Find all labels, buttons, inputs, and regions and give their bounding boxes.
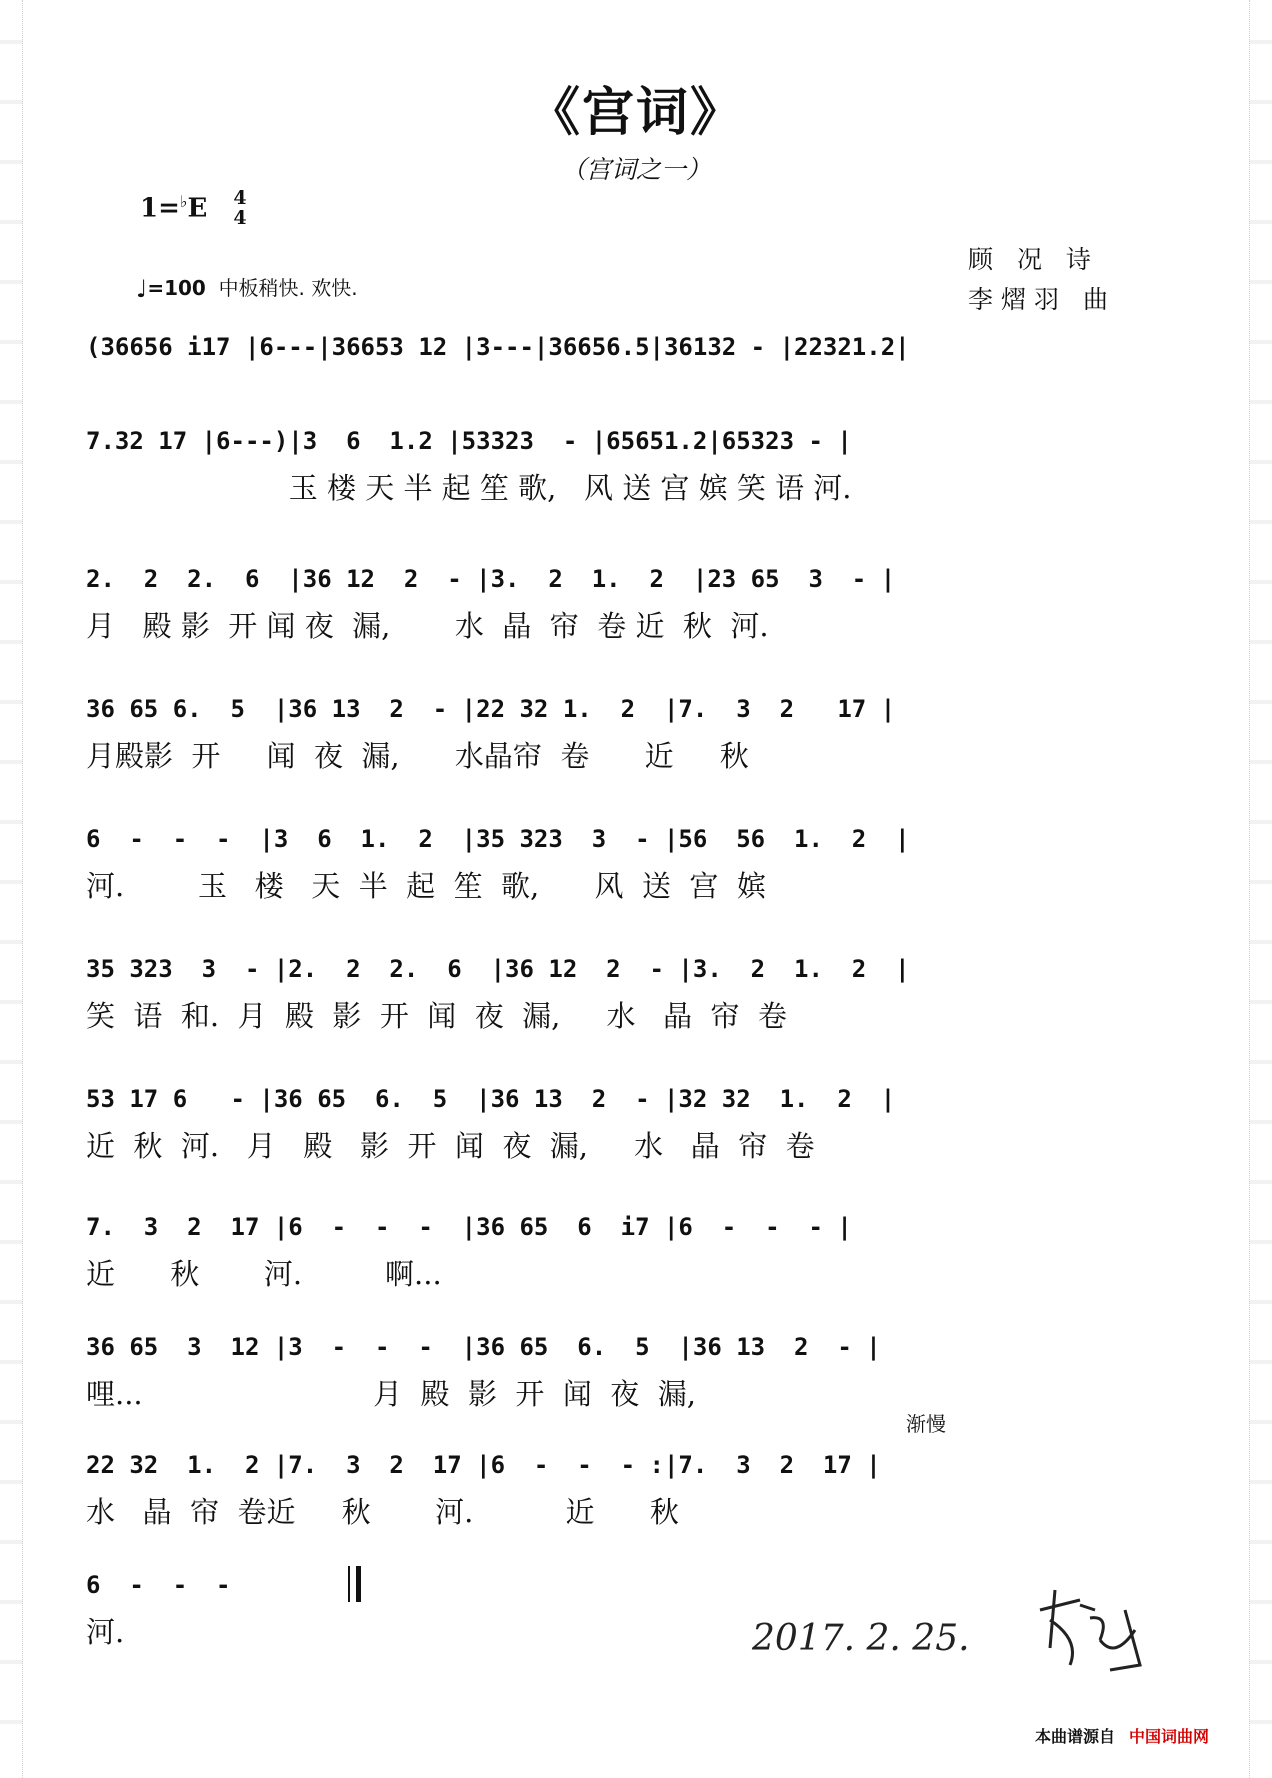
song-title: 《宫词》	[527, 82, 744, 143]
final-barline	[348, 1566, 361, 1602]
time-signature	[228, 188, 252, 228]
song-subtitle: （宫词之一）	[560, 155, 711, 184]
time-signature-bottom: 4	[233, 207, 247, 229]
footer-source-label: 本曲谱源自	[1035, 1727, 1116, 1746]
left-watermark-strip	[0, 0, 23, 1778]
score-system-10	[86, 1446, 1151, 1534]
notation-line: 35 323 3 - |2. 2 2. 6 |36 12 2 - |3. 2 1. 2 |	[86, 955, 910, 983]
notation-line: 36 65 6. 5 |36 13 2 - |22 32 1. 2 |7. 3 2 17 |	[86, 695, 896, 723]
score-system-2	[86, 422, 1151, 510]
score-system-6	[86, 950, 1151, 1038]
score-system-8	[86, 1208, 1151, 1296]
ritardando-mark: 渐慢	[906, 1412, 946, 1436]
notation-line: 7. 3 2 17 |6 - - - |36 65 6 i7 |6 - - - |	[86, 1213, 852, 1241]
lyrics-line: 水 晶 帘 卷近 秋 河. 近 秋	[86, 1495, 679, 1529]
lyrics-line: 笑 语 和. 月 殿 影 开 闻 夜 漏, 水 晶 帘 卷	[86, 999, 787, 1033]
notation-line: 7.32 17 |6---)|3 6 1.2 |53323 - |65651.2|65323 - |	[86, 427, 852, 455]
notation-line: 6 - - -	[86, 1571, 231, 1599]
score-system-4	[86, 690, 1151, 778]
quarter-note-icon: ♩	[136, 275, 148, 303]
handwritten-signature	[750, 1570, 1150, 1680]
lyrics-line: 玉 楼 天 半 起 笙 歌, 风 送 宫 嫔 笑 语 河.	[86, 471, 852, 505]
notation-line: 53 17 6 - |36 65 6. 5 |36 13 2 - |32 32 1. 2 |	[86, 1085, 896, 1113]
right-watermark-strip	[1249, 0, 1272, 1778]
lyrics-line: 月 殿 影 开 闻 夜 漏, 水 晶 帘 卷 近 秋 河.	[86, 609, 769, 643]
signature-date: 2017. 2. 25.	[752, 1618, 970, 1659]
lyrics-line: 河. 玉 楼 天 半 起 笙 歌, 风 送 宫 嫔	[86, 869, 766, 903]
tempo-text: 中板稍快. 欢快.	[218, 276, 358, 300]
notation-line: 2. 2 2. 6 |36 12 2 - |3. 2 1. 2 |23 65 3 - |	[86, 565, 896, 593]
notation-line: 36 65 3 12 |3 - - - |36 65 6. 5 |36 13 2 - |	[86, 1333, 881, 1361]
notation-line: 6 - - - |3 6 1. 2 |35 323 3 - |56 56 1. 2 |	[86, 825, 910, 853]
score-system-3	[86, 560, 1151, 648]
signature-scrawl	[1040, 1590, 1140, 1670]
lyrics-line: 河.	[86, 1615, 125, 1649]
key-note: E	[187, 193, 208, 224]
lyrics-line: 近 秋 河. 月 殿 影 开 闻 夜 漏, 水 晶 帘 卷	[86, 1129, 815, 1163]
notation-line: 22 32 1. 2 |7. 3 2 17 |6 - - - :|7. 3 2 17 |	[86, 1451, 881, 1479]
lyrics-line: 近 秋 河. 啊...	[86, 1257, 442, 1291]
tempo-marking	[136, 272, 358, 303]
composer-credit: 李熠羽 曲	[968, 285, 1116, 314]
credits	[968, 240, 1148, 320]
score-system-5	[86, 820, 1151, 908]
time-signature-top: 4	[233, 187, 247, 209]
score-system-7	[86, 1080, 1151, 1168]
footer-site-link[interactable]: 中国词曲网	[1129, 1727, 1210, 1746]
flat-sign: ♭	[179, 192, 188, 211]
score-system-9	[86, 1328, 1151, 1416]
poet-credit: 顾 况 诗	[968, 245, 1099, 274]
lyrics-line: 哩... 月 殿 影 开 闻 夜 漏,	[86, 1377, 696, 1411]
lyrics-line: 月殿影 开 闻 夜 漏, 水晶帘 卷 近 秋	[86, 739, 749, 773]
score-system-1	[86, 328, 1151, 366]
tempo-value: =100	[147, 276, 206, 300]
key-signature	[140, 192, 207, 224]
notation-line: (36656 i17 |6---|36653 12 |3---|36656.5|36132 - |22321.2|	[86, 333, 910, 361]
footer	[1035, 1724, 1209, 1747]
key-label: 1=	[140, 193, 180, 224]
